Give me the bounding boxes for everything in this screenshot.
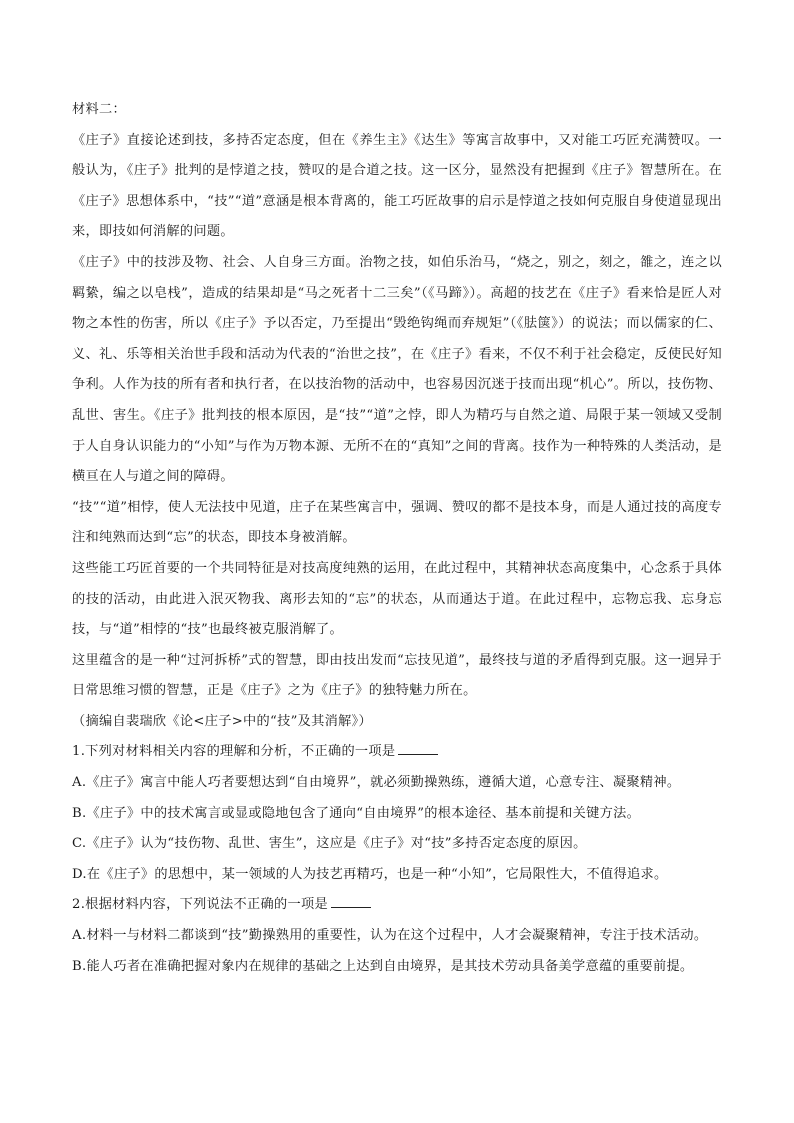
question-1-stem [72, 737, 722, 768]
question-2-stem [72, 890, 722, 921]
document-page [72, 95, 722, 982]
paragraph-1: 《庄子》直接论述到技，多持否定态度，但在《养生主》《达生》等寓言故事中，又对能工巧匠充满赞叹。一般认为，《庄子》批判的是悖道之技，赞叹的是合道之技。这一区分，显然没有把握到《庄子》智慧所在。在《庄子》思想体系中，“技”“道”意涵是根本背离的，能工巧匠故事的启示是悖道之技如何克服自身使道显现出来，即技如何消解的问题。 [72, 132, 722, 240]
q1-option-b: B.《庄子》中的技术寓言或显或隐地包含了通向“自由境界”的根本途径、基本前提和关键方法。 [72, 805, 641, 821]
paragraph-3: “技”“道”相悖，使人无法技中见道，庄子在某些寓言中，强调、赞叹的都不是技本身，而是人通过技的高度专注和纯熟而达到“忘”的状态，即技本身被消解。 [72, 499, 722, 546]
q1-option-c: C.《庄子》认为“技伤物、乱世、害生”，这应是《庄子》对“技”多持否定态度的原因。 [72, 836, 587, 852]
q1-option-a: A.《庄子》寓言中能人巧者要想达到“自由境界”，就必须勤操熟练，遵循大道，心意专注、凝聚精神。 [72, 775, 681, 791]
answer-blank-1 [398, 740, 438, 755]
material-heading: 材料二： [72, 102, 126, 117]
question-2-text: 2.根据材料内容，下列说法不正确的一项是 [72, 897, 328, 913]
paragraph-4: 这些能工巧匠首要的一个共同特征是对技高度纯熟的运用，在此过程中，其精神状态高度集中，心念系于具体的技的活动，由此进入泯灭物我、离形去知的“忘”的状态，从而通达于道。在此过程中，忘物忘我、忘身忘技，与“道”相悖的“技”也最终被克服消解了。 [72, 560, 722, 638]
q2-option-a: A.材料一与材料二都谈到“技”勤操熟用的重要性，认为在这个过程中，人才会凝聚精神，专注于技术活动。 [72, 928, 708, 944]
answer-blank-2 [331, 893, 371, 908]
paragraph-2: 《庄子》中的技涉及物、社会、人自身三方面。治物之技，如伯乐治马，“烧之，别之，刻之，雒之，连之以羁絷，编之以皂栈”，造成的结果却是“马之死者十二三矣”（《马蹄》）。高超的技艺在《庄子》看来恰是匠人对物之本性的伤害，所以《庄子》予以否定，乃至提出“毁绝钩绳而弃规矩”（《胠箧》）的说法；而以儒家的仁、义、礼、乐等相关治世手段和活动为代表的“治世之技”，在《庄子》看来，不仅不利于社会稳定，反使民好知争利。人作为技的所有者和执行者，在以技治物的活动中，也容易因沉迷于技而出现“机心”。所以，技伤物、乱世、害生。《庄子》批判技的根本原因，是“技”“道”之悖，即人为精巧与自然之道、局限于某一领域又受制于人自身认识能力的“小知”与作为万物本源、无所不在的“真知”之间的背离。技作为一种特殊的人类活动，是横亘在人与道之间的障碍。 [72, 254, 722, 485]
question-1-text: 1.下列对材料相关内容的理解和分析，不正确的一项是 [72, 744, 396, 760]
paragraph-5: 这里蕴含的是一种“过河拆桥”式的智慧，即由技出发而“忘技见道”，最终技与道的矛盾得到克服。这一迥异于日常思维习惯的智慧，正是《庄子》之为《庄子》的独特魅力所在。 [72, 652, 722, 699]
q2-option-b: B.能人巧者在准确把握对象内在规律的基础之上达到自由境界，是其技术劳动具备美学意蕴的重要前提。 [72, 958, 694, 974]
q1-option-d: D.在《庄子》的思想中，某一领域的人为技艺再精巧，也是一种“小知”，它局限性大，不值得追求。 [72, 866, 668, 882]
source-citation: （摘编自裴瑞欣《论<庄子>中的“技”及其消解》） [72, 713, 372, 729]
